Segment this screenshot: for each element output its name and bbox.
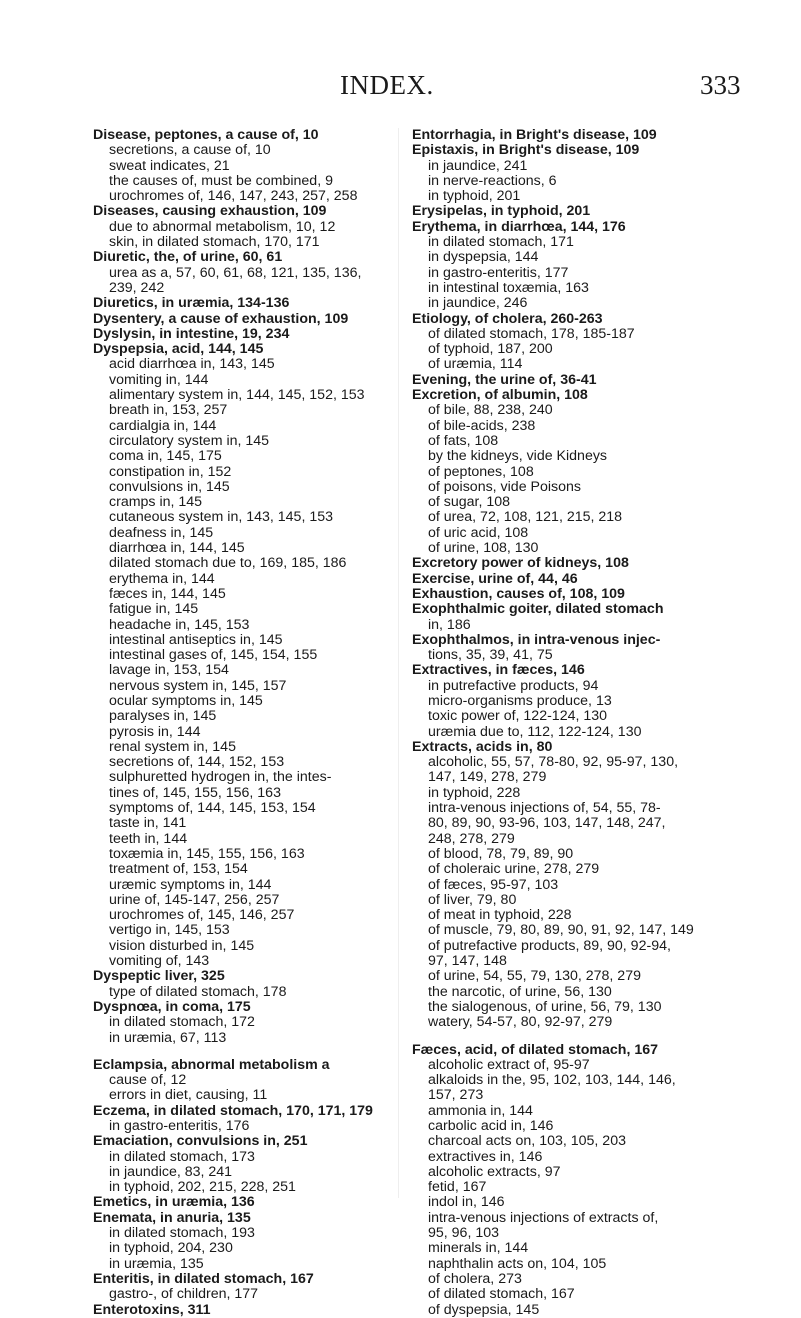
index-subentry: diarrhœa in, 144, 145 [109,540,245,557]
index-subentry: symptoms of, 144, 145, 153, 154 [109,800,316,817]
index-entry: Evening, the urine of, 36-41 [412,371,597,388]
index-subentry: in dilated stomach, 172 [109,1014,255,1031]
index-subentry: coma in, 145, 175 [109,448,222,465]
index-entry: Excretory power of kidneys, 108 [412,555,629,572]
index-entry: Extractives, in fæces, 146 [412,662,585,679]
index-entry: Excretion, of albumin, 108 [412,387,588,404]
index-entry: Erysipelas, in typhoid, 201 [412,203,591,220]
index-subentry: in dilated stomach, 171 [428,234,574,251]
index-subentry: in gastro-enteritis, 177 [428,264,569,281]
index-column-left [93,128,463,1318]
index-entry: Eczema, in dilated stomach, 170, 171, 179 [93,1102,373,1119]
index-entry: Entorrhagia, in Bright's disease, 109 [412,127,657,143]
index-subentry: of choleraic urine, 278, 279 [428,861,600,878]
index-subentry: headache in, 145, 153 [109,616,250,633]
index-subentry: of poisons, vide Poisons [428,478,582,495]
index-subentry: in jaundice, 241 [428,157,528,174]
index-subentry: naphthalin acts on, 104, 105 [428,1255,607,1272]
index-subentry: cardialgia in, 144 [109,417,217,434]
index-subentry: of bile-acids, 238 [428,417,536,434]
index-subentry: of urine, 54, 55, 79, 130, 278, 279 [428,968,641,985]
index-subentry: of fats, 108 [428,432,499,449]
index-subentry: lavage in, 153, 154 [109,662,229,679]
index-subentry: cramps in, 145 [109,494,203,511]
index-subentry: alimentary system in, 144, 145, 152, 153 [109,387,365,404]
index-entry: Exercise, urine of, 44, 46 [412,570,578,587]
index-title: INDEX. [340,70,434,100]
index-subentry: the causes of, must be combined, 9 [109,172,333,189]
index-entry: Dyspepsia, acid, 144, 145 [93,341,264,358]
index-subentry: secretions of, 144, 152, 153 [109,754,285,771]
index-subentry: by the kidneys, vide Kidneys [428,448,608,465]
index-entry: Diuretics, in uræmia, 134-136 [93,295,290,312]
index-subentry: fatigue in, 145 [109,601,199,618]
index-subentry: in nerve-reactions, 6 [428,172,557,189]
section-gap [93,1046,463,1058]
index-entry: Enemata, in anuria, 135 [93,1209,251,1226]
index-subentry: errors in diet, causing, 11 [109,1087,268,1104]
index-subentry: in typhoid, 201 [428,188,521,205]
index-subentry: charcoal acts on, 103, 105, 203 [428,1133,626,1150]
index-subentry: convulsions in, 145 [109,478,230,495]
index-subentry: 239, 242 [109,279,165,296]
index-entry: Exophthalmic goiter, dilated stomach [412,601,664,618]
index-entry: Diuretic, the, of urine, 60, 61 [93,249,283,266]
index-subentry: of uræmia, 114 [428,356,523,373]
index-subentry: in typhoid, 202, 215, 228, 251 [109,1179,296,1196]
index-subentry: intra-venous injections of extracts of, [428,1209,659,1226]
index-subentry: uræmia due to, 112, 122-124, 130 [428,723,642,740]
index-subentry: minerals in, 144 [428,1240,529,1257]
index-subentry: dilated stomach due to, 169, 185, 186 [109,555,347,572]
index-subentry: taste in, 141 [109,815,187,832]
index-entry: Epistaxis, in Bright's disease, 109 [412,142,640,159]
index-subentry: ammonia in, 144 [428,1102,533,1119]
index-subentry: sulphuretted hydrogen in, the intes- [109,769,332,786]
index-subentry: of uric acid, 108 [428,524,529,541]
page-header [0,70,801,104]
index-entry: Dyspnœa, in coma, 175 [93,998,251,1015]
page-number: 333 [700,70,741,100]
index-subentry: of sugar, 108 [428,494,511,511]
index-subentry: of peptones, 108 [428,463,534,480]
index-entry: Emaciation, convulsions in, 251 [93,1133,308,1150]
index-entry: Disease, peptones, a cause of, 10 [93,127,319,143]
index-subentry: urochromes of, 146, 147, 243, 257, 258 [109,188,358,205]
index-subentry: vertigo in, 145, 153 [109,922,230,939]
index-entry: Diseases, causing exhaustion, 109 [93,203,327,220]
index-subentry: deafness in, 145 [109,524,214,541]
index-subentry: in, 186 [428,616,471,633]
index-subentry: gastro-, of children, 177 [109,1286,259,1303]
index-subentry: renal system in, 145 [109,738,236,755]
index-subentry: teeth in, 144 [109,830,188,847]
index-subentry: of typhoid, 187, 200 [428,341,553,358]
index-subentry: tions, 35, 39, 41, 75 [428,647,553,664]
index-subentry: circulatory system in, 145 [109,432,270,449]
index-subentry: of bile, 88, 238, 240 [428,402,553,419]
index-subentry: 97, 147, 148 [428,953,507,970]
index-subentry: urochromes of, 145, 146, 257 [109,907,295,924]
index-subentry: carbolic acid in, 146 [428,1118,554,1134]
index-subentry: of cholera, 273 [428,1270,522,1287]
index-entry: Exhaustion, causes of, 108, 109 [412,585,625,602]
index-subentry: acid diarrhœa in, 143, 145 [109,356,275,373]
index-subentry: vomiting of, 143 [109,953,210,970]
index-subentry: in jaundice, 246 [428,295,528,312]
index-subentry: the sialogenous, of urine, 56, 79, 130 [428,998,662,1015]
index-subentry: erythema in, 144 [109,570,215,587]
index-subentry: paralyses in, 145 [109,708,217,725]
index-entry: Eclampsia, abnormal metabolism a [93,1056,330,1073]
index-subentry: intestinal gases of, 145, 154, 155 [109,647,318,664]
index-subentry: due to abnormal metabolism, 10, 12 [109,218,336,235]
index-subentry: alkaloids in the, 95, 102, 103, 144, 146, [428,1072,676,1089]
index-subentry: of fæces, 95-97, 103 [428,876,559,893]
index-subentry: in gastro-enteritis, 176 [109,1118,250,1134]
index-subentry: 95, 96, 103 [428,1225,499,1242]
index-subentry: the narcotic, of urine, 56, 130 [428,983,612,1000]
index-subentry: in uræmia, 67, 113 [109,1029,227,1046]
index-subentry: urine of, 145-147, 256, 257 [109,891,280,908]
index-entry: Enterotoxins, 311 [93,1301,211,1318]
index-subentry: of muscle, 79, 80, 89, 90, 91, 92, 147, 149 [428,922,694,939]
index-subentry: in jaundice, 83, 241 [109,1163,233,1180]
index-subentry: 157, 273 [428,1087,484,1104]
index-entry: Fæces, acid, of dilated stomach, 167 [412,1041,659,1058]
index-subentry: of urine, 108, 130 [428,540,539,557]
index-subentry: constipation in, 152 [109,463,232,480]
index-subentry: of liver, 79, 80 [428,891,517,908]
index-entry: Exophthalmos, in intra-venous injec- [412,631,661,648]
index-entry: Emetics, in uræmia, 136 [93,1194,255,1211]
index-subentry: watery, 54-57, 80, 92-97, 279 [428,1014,613,1031]
index-subentry: 248, 278, 279 [428,830,515,847]
index-subentry: nervous system in, 145, 157 [109,677,287,694]
section-gap [412,1031,801,1043]
index-subentry: of putrefactive products, 89, 90, 92-94, [428,937,671,954]
index-entry: Dyslysin, in intestine, 19, 234 [93,325,290,342]
index-subentry: type of dilated stomach, 178 [109,983,287,1000]
index-subentry: in typhoid, 204, 230 [109,1240,233,1257]
index-subentry: cutaneous system in, 143, 145, 153 [109,509,333,526]
index-subentry: secretions, a cause of, 10 [109,142,271,159]
index-entry: Extracts, acids in, 80 [412,738,553,755]
index-entry: Etiology, of cholera, 260-263 [412,310,603,327]
index-subentry: of blood, 78, 79, 89, 90 [428,845,574,862]
index-subentry: sweat indicates, 21 [109,157,230,174]
index-entry: Dyspeptic liver, 325 [93,968,225,985]
index-subentry: vision disturbed in, 145 [109,937,255,954]
index-subentry: ocular symptoms in, 145 [109,692,263,709]
index-subentry: uræmic symptoms in, 144 [109,876,272,893]
index-subentry: alcoholic extract of, 95-97 [428,1056,590,1073]
index-subentry: 147, 149, 278, 279 [428,769,547,786]
index-subentry: intestinal antiseptics in, 145 [109,631,283,648]
index-subentry: of meat in typhoid, 228 [428,907,572,924]
index-subentry: in dyspepsia, 144 [428,249,539,266]
index-subentry: pyrosis in, 144 [109,723,201,740]
index-subentry: 80, 89, 90, 93-96, 103, 147, 148, 247, [428,815,666,832]
index-subentry: skin, in dilated stomach, 170, 171 [109,234,320,251]
index-subentry: tines of, 145, 155, 156, 163 [109,784,281,801]
index-subentry: vomiting in, 144 [109,371,209,388]
index-subentry: treatment of, 153, 154 [109,861,248,878]
index-subentry: in dilated stomach, 173 [109,1148,255,1165]
index-column-right [412,128,801,1318]
index-subentry: in typhoid, 228 [428,784,521,801]
index-subentry: in dilated stomach, 193 [109,1225,255,1242]
index-subentry: extractives in, 146 [428,1148,543,1165]
index-subentry: of dilated stomach, 167 [428,1286,575,1303]
index-subentry: in uræmia, 135 [109,1255,204,1272]
index-subentry: urea as a, 57, 60, 61, 68, 121, 135, 136, [109,264,362,281]
index-subentry: of dyspepsia, 145 [428,1301,540,1318]
index-subentry: alcoholic extracts, 97 [428,1163,561,1180]
index-subentry: in intestinal toxæmia, 163 [428,279,589,296]
index-subentry: breath in, 153, 257 [109,402,228,419]
index-subentry: alcoholic, 55, 57, 78-80, 92, 95-97, 130, [428,754,679,771]
index-subentry: intra-venous injections of, 54, 55, 78- [428,800,661,817]
index-entry: Dysentery, a cause of exhaustion, 109 [93,310,349,327]
index-subentry: toxic power of, 122-124, 130 [428,708,608,725]
index-subentry: micro-organisms produce, 13 [428,692,612,709]
index-entry: Erythema, in diarrhœa, 144, 176 [412,218,626,235]
index-subentry: toxæmia in, 145, 155, 156, 163 [109,845,305,862]
index-subentry: cause of, 12 [109,1072,187,1089]
index-subentry: fæces in, 144, 145 [109,585,226,602]
index-subentry: fetid, 167 [428,1179,487,1196]
index-entry: Enteritis, in dilated stomach, 167 [93,1270,314,1287]
index-subentry: indol in, 146 [428,1194,505,1211]
index-subentry: in putrefactive products, 94 [428,677,599,694]
index-subentry: of urea, 72, 108, 121, 215, 218 [428,509,623,526]
index-subentry: of dilated stomach, 178, 185-187 [428,325,635,342]
